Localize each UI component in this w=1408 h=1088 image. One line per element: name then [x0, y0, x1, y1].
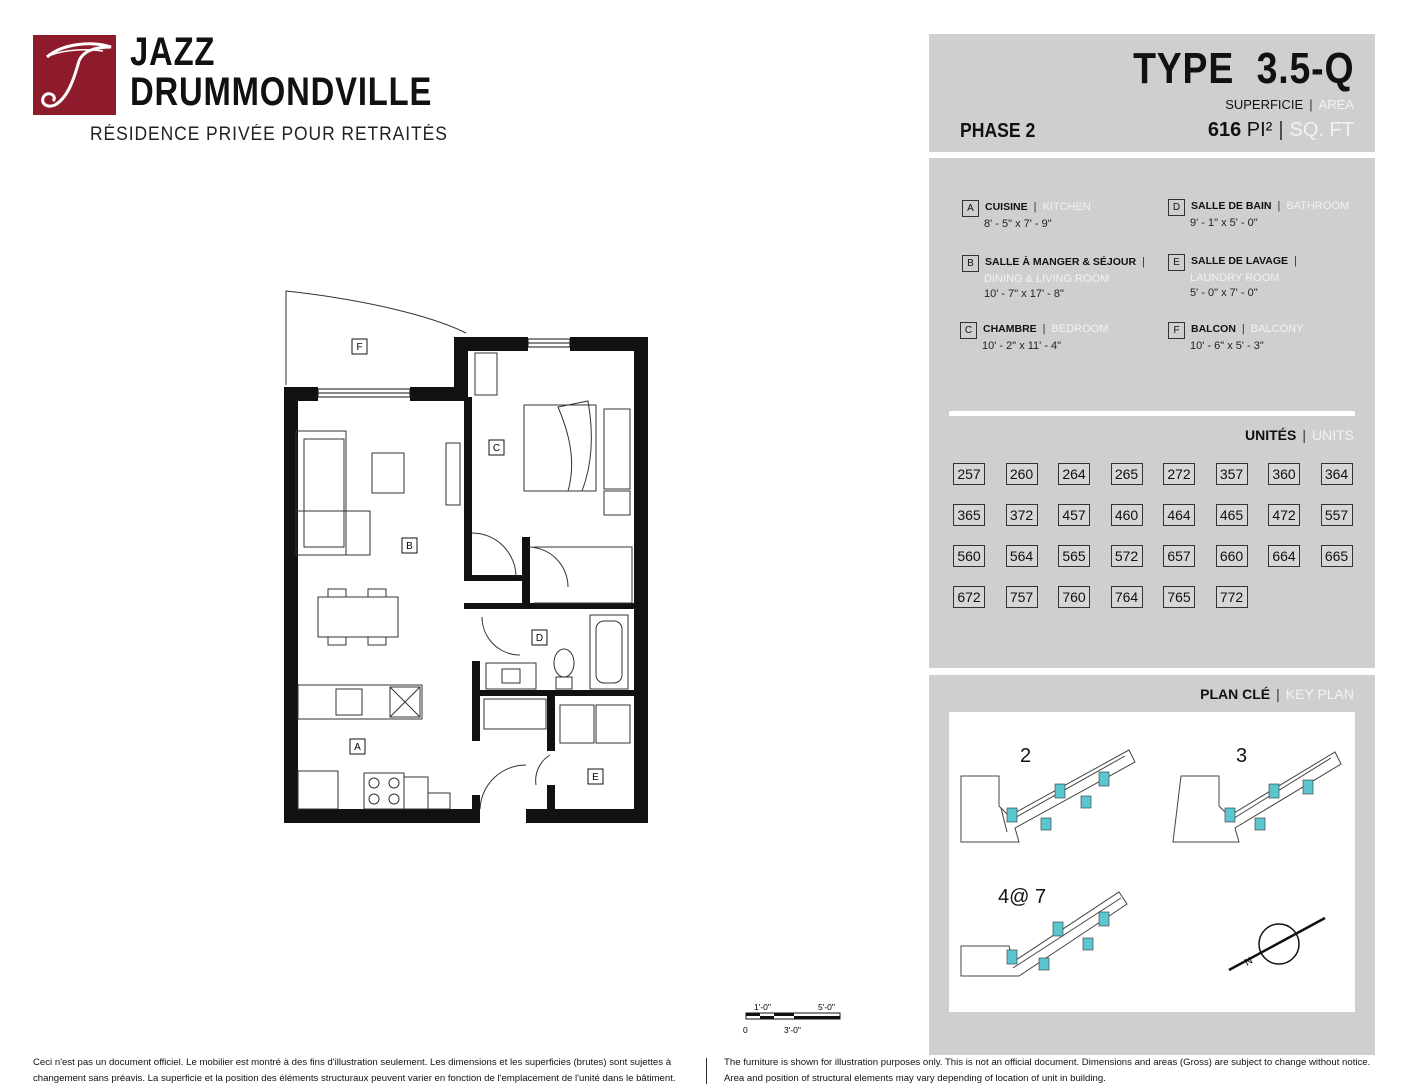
room-code: F: [1168, 322, 1185, 339]
room-name-en: KITCHEN: [1042, 201, 1091, 213]
room-item-bedroom: C CHAMBRE | BEDROOM 10' - 2" x 11' - 4": [960, 322, 1108, 354]
unit-number: 360: [1268, 463, 1300, 485]
section-divider: [949, 411, 1355, 416]
key-plan-header-en: KEY PLAN: [1285, 686, 1354, 702]
logo-name: [130, 32, 432, 112]
logo-line1: JAZZ: [130, 30, 216, 74]
room-code: C: [960, 322, 977, 339]
units-header-en: UNITS: [1312, 427, 1354, 443]
room-name-fr: CUISINE: [985, 201, 1028, 213]
footer-disclaimer-en: [724, 1055, 1384, 1087]
scale-bar: [738, 1000, 848, 1040]
unit-number: 265: [1111, 463, 1143, 485]
room-dims: 8' - 5" x 7' - 9": [984, 218, 1052, 230]
room-name-en: BEDROOM: [1051, 323, 1109, 335]
unit-number: 460: [1111, 504, 1143, 526]
room-dims: 5' - 0" x 7' - 0": [1190, 287, 1258, 299]
area-unit-en: SQ. FT: [1289, 119, 1354, 141]
unit-type-title: [1133, 44, 1354, 94]
unit-number: 560: [953, 545, 985, 567]
logo-tagline: RÉSIDENCE PRIVÉE POUR RETRAITÉS: [90, 124, 448, 145]
room-code: E: [1168, 254, 1185, 271]
unit-number: 457: [1058, 504, 1090, 526]
room-item-bathroom: D SALLE DE BAIN | BATHROOM 9' - 1" x 5' - 0": [1168, 199, 1349, 231]
room-dims: 9' - 1" x 5' - 0": [1190, 217, 1258, 229]
room-name-fr: SALLE DE BAIN: [1191, 200, 1272, 212]
superficie-fr: SUPERFICIE: [1225, 97, 1304, 112]
wing-label-3: 3: [1236, 745, 1248, 767]
unit-number: 564: [1006, 545, 1038, 567]
plan-label-b: B: [406, 541, 413, 552]
room-dims: 10' - 2" x 11' - 4": [982, 340, 1062, 352]
room-dims: 10' - 7" x 17' - 8": [984, 288, 1064, 300]
footer-en-line1: The furniture is shown for illustration purposes only. This is not an official document. Dimensions and areas (Gross) are subject to change without notice.: [724, 1057, 1371, 1068]
footer-disclaimer-fr: [33, 1055, 693, 1087]
room-name-en: DINING & LIVING ROOM: [984, 273, 1110, 285]
superficie-label: SUPERFICIE | AREA: [1225, 97, 1354, 112]
type-value: 3.5-Q: [1256, 44, 1354, 93]
unit-number: 257: [953, 463, 985, 485]
key-plan-header: PLAN CLÉ | KEY PLAN: [1200, 686, 1354, 702]
room-code: B: [962, 255, 979, 272]
room-item-living: B SALLE À MANGER & SÉJOUR | DINING & LIVING ROOM 10' - 7" x 17' - 8": [962, 255, 1151, 302]
footer-fr-line2: changement sans préavis. La superficie et la position des éléments structuraux peuvent varier en fonction de l'emplacement de l'unité dans le bâtiment.: [33, 1073, 676, 1084]
unit-number: 757: [1006, 586, 1038, 608]
room-code: D: [1168, 199, 1185, 216]
north-icon: N: [1243, 955, 1255, 969]
plan-label-d: D: [535, 633, 544, 644]
key-plan-diagram: [949, 712, 1355, 1012]
unit-number: 472: [1268, 504, 1300, 526]
unit-number: 772: [1216, 586, 1248, 608]
key-plan-header-fr: PLAN CLÉ: [1200, 686, 1271, 702]
unit-number: 660: [1216, 545, 1248, 567]
room-name-fr: SALLE À MANGER & SÉJOUR: [985, 256, 1137, 268]
unit-number: 764: [1111, 586, 1143, 608]
unit-number: 272: [1163, 463, 1195, 485]
plan-label-f: F: [356, 342, 363, 353]
plan-label-e: E: [592, 772, 599, 783]
units-header-fr: UNITÉS: [1245, 427, 1297, 443]
unit-number: 465: [1216, 504, 1248, 526]
scale-label-3ft: 3'-0": [784, 1025, 801, 1035]
room-name-fr: BALCON: [1191, 323, 1236, 335]
unit-number: 565: [1058, 545, 1090, 567]
footer-fr-line1: Ceci n'est pas un document officiel. Le mobilier est montré à des fins d'illustration seulement. Les dimensions et les superficies (brutes) sont sujettes à: [33, 1057, 672, 1068]
floor-plan: [270, 285, 660, 830]
area-number: 616: [1207, 119, 1242, 141]
unit-number: 464: [1163, 504, 1195, 526]
key-plan-box: [949, 712, 1355, 1012]
unit-number: 664: [1268, 545, 1300, 567]
room-name-fr: SALLE DE LAVAGE: [1191, 255, 1289, 267]
logo-line2: DRUMMONDVILLE: [130, 70, 433, 114]
room-code: A: [962, 200, 979, 217]
room-item-balcony: F BALCON | BALCONY 10' - 6" x 5' - 3": [1168, 322, 1303, 354]
room-item-laundry: E SALLE DE LAVAGE | LAUNDRY ROOM 5' - 0" x 7' - 0": [1168, 254, 1303, 301]
area-value: 616 PI² | SQ. FT: [1207, 119, 1354, 141]
wing-label-4-7: 4@ 7: [998, 886, 1047, 908]
unit-number: 760: [1058, 586, 1090, 608]
unit-number: 372: [1006, 504, 1038, 526]
scale-label-5ft: 5'-0": [818, 1002, 835, 1012]
unit-number: 657: [1163, 545, 1195, 567]
unit-number: 672: [953, 586, 985, 608]
plan-label-a: A: [354, 742, 361, 753]
room-name-fr: CHAMBRE: [983, 323, 1037, 335]
units-header: UNITÉS | UNITS: [1245, 427, 1354, 443]
unit-number: 665: [1321, 545, 1353, 567]
scale-label-0: 0: [743, 1025, 748, 1035]
unit-number: 557: [1321, 504, 1353, 526]
area-unit-fr: PI²: [1246, 119, 1273, 141]
plan-label-c: C: [492, 443, 501, 454]
unit-number: 260: [1006, 463, 1038, 485]
room-name-en: BALCONY: [1250, 323, 1304, 335]
logo-mark: [33, 35, 116, 115]
footer-en-line2: Area and position of structural elements may vary depending of location of unit in building.: [724, 1073, 1106, 1084]
unit-number: 765: [1163, 586, 1195, 608]
unit-number: 365: [953, 504, 985, 526]
type-label: TYPE: [1132, 44, 1234, 93]
unit-number: 364: [1321, 463, 1353, 485]
phase-label: PHASE 2: [960, 120, 1036, 142]
unit-number: 357: [1216, 463, 1248, 485]
unit-number: 264: [1058, 463, 1090, 485]
area-en: AREA: [1318, 97, 1354, 112]
logo-swirl-icon: [33, 35, 116, 115]
room-name-en: BATHROOM: [1286, 200, 1350, 212]
footer-divider: [706, 1058, 707, 1084]
unit-number: 572: [1111, 545, 1143, 567]
room-item-kitchen: A CUISINE | KITCHEN 8' - 5" x 7' - 9": [962, 200, 1091, 232]
wing-label-2: 2: [1020, 745, 1032, 767]
room-name-en: LAUNDRY ROOM: [1190, 272, 1280, 284]
scale-label-1ft: 1'-0": [754, 1002, 771, 1012]
room-dims: 10' - 6" x 5' - 3": [1190, 340, 1264, 352]
